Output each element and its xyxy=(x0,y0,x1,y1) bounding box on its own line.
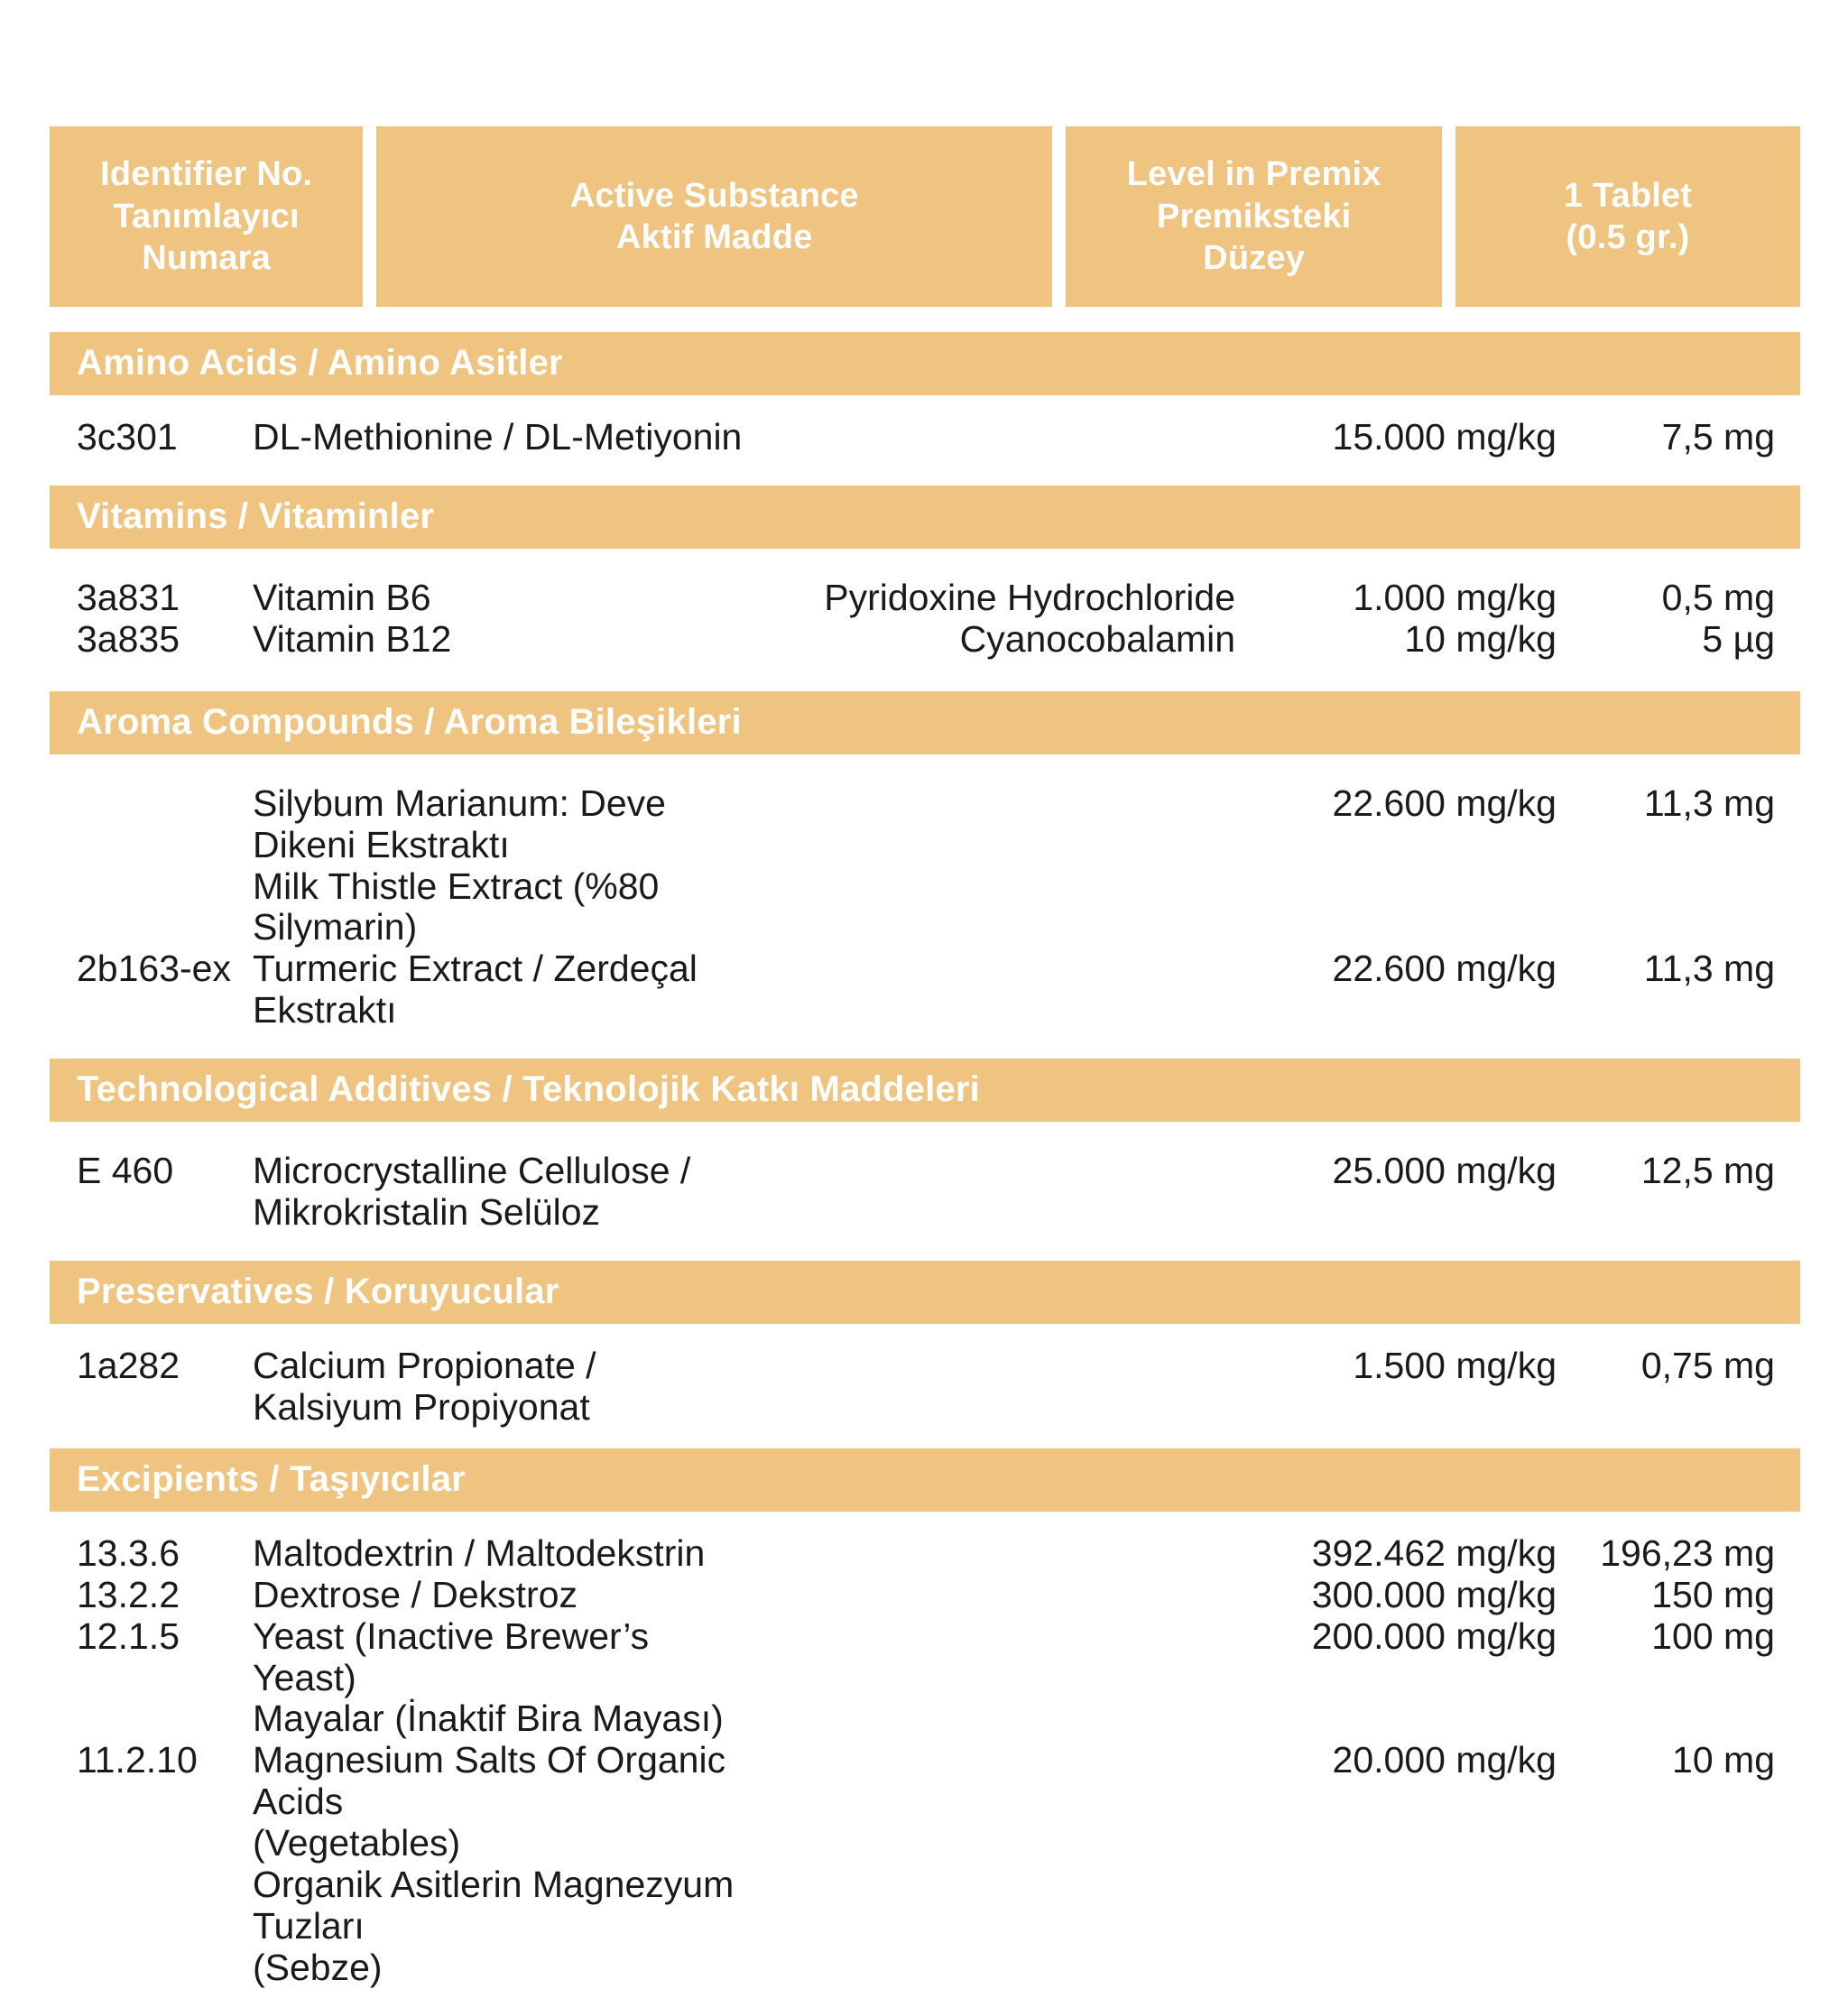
section-rows-amino-acids xyxy=(50,417,1800,458)
section-rows-vitamins xyxy=(50,578,1800,661)
spacer xyxy=(50,397,1800,417)
cell-level-in-premix: 200.000 mg/kg xyxy=(1311,1614,1557,1657)
cell-chemical-name: Cyanocobalamin xyxy=(959,617,1235,660)
cell-per-tablet: 196,23 mg xyxy=(1600,1531,1775,1574)
spacer xyxy=(50,661,1800,691)
cell-substance-name-line2: Mayalar (İnaktif Bira Mayası) xyxy=(253,1698,724,1740)
cell-level-in-premix: 300.000 mg/kg xyxy=(1311,1573,1557,1615)
ingredient-table-body xyxy=(50,332,1800,1989)
cell-per-tablet: 7,5 mg xyxy=(1661,416,1775,458)
column-header-identifier xyxy=(50,126,363,307)
column-header-level-line3: Düzey xyxy=(1203,239,1306,278)
table-row xyxy=(50,1740,1800,1988)
cell-identifier: E 460 xyxy=(77,1150,174,1192)
cell-per-tablet: 11,3 mg xyxy=(1643,948,1775,990)
cell-substance-name: Maltodextrin / Maltodekstrin xyxy=(253,1531,706,1574)
cell-per-tablet: 100 mg xyxy=(1651,1614,1775,1657)
cell-per-tablet: 12,5 mg xyxy=(1640,1150,1775,1192)
cell-substance-name-line3: Organik Asitlerin Magnezyum Tuzları xyxy=(253,1864,735,1947)
section-amino-acids xyxy=(50,332,1800,486)
column-header-active-substance xyxy=(376,126,1052,307)
cell-identifier: 1a282 xyxy=(77,1344,180,1386)
cell-level-in-premix: 25.000 mg/kg xyxy=(1332,1150,1557,1192)
cell-substance-name-line2: Milk Thistle Extract (%80 Silymarin) xyxy=(253,865,660,948)
section-aroma-compounds xyxy=(50,691,1800,1059)
table-row xyxy=(50,619,1800,661)
section-rows-technological-additives xyxy=(50,1151,1800,1234)
cell-identifier: 13.3.6 xyxy=(77,1531,180,1574)
cell-per-tablet: 5 µg xyxy=(1702,617,1775,660)
cell-substance-name-line1: Silybum Marianum: Deve Dikeni Ekstraktı xyxy=(253,782,666,865)
cell-identifier: 3a831 xyxy=(77,576,180,618)
cell-substance-name-line1: Magnesium Salts Of Organic Acids xyxy=(253,1739,726,1823)
section-band-vitamins: Vitamins / Vitaminler xyxy=(50,486,1800,549)
spacer xyxy=(50,1429,1800,1448)
cell-substance-name-line1: Yeast (Inactive Brewer’s Yeast) xyxy=(253,1614,650,1698)
column-header-identifier-line1: Identifier No. xyxy=(100,155,313,194)
section-excipients xyxy=(50,1448,1800,1989)
cell-level-in-premix: 1.000 mg/kg xyxy=(1353,576,1557,618)
spacer xyxy=(50,1124,1800,1151)
section-rows-aroma-compounds xyxy=(50,783,1800,1032)
spacer xyxy=(50,1032,1800,1059)
table-row xyxy=(50,1533,1800,1575)
spacer xyxy=(50,1326,1800,1346)
cell-per-tablet: 10 mg xyxy=(1672,1739,1775,1781)
cell-substance-name: Vitamin B6 xyxy=(253,576,431,618)
column-header-active-substance-line1: Active Substance xyxy=(569,176,859,215)
cell-per-tablet: 11,3 mg xyxy=(1643,782,1775,824)
cell-per-tablet: 0,75 mg xyxy=(1640,1344,1775,1386)
cell-substance-name xyxy=(253,783,762,949)
spacer xyxy=(50,1513,1800,1533)
table-row xyxy=(50,1616,1800,1741)
section-technological-additives xyxy=(50,1059,1800,1261)
cell-substance-name-line2: (Vegetables) xyxy=(253,1822,461,1864)
cell-level-in-premix: 20.000 mg/kg xyxy=(1332,1739,1557,1781)
cell-identifier: 3a835 xyxy=(77,617,180,660)
section-rows-excipients xyxy=(50,1533,1800,1989)
cell-per-tablet: 0,5 mg xyxy=(1661,576,1775,618)
table-row xyxy=(50,417,1800,458)
cell-identifier: 12.1.5 xyxy=(77,1614,180,1657)
cell-substance-name: Turmeric Extract / Zerdeçal Ekstraktı xyxy=(253,948,698,1032)
section-vitamins xyxy=(50,486,1800,691)
column-header-level-line2: Premiksteki xyxy=(1156,197,1352,236)
cell-substance-name xyxy=(253,1740,762,1988)
spacer xyxy=(50,550,1800,578)
section-band-amino-acids: Amino Acids / Amino Asitler xyxy=(50,332,1800,395)
section-band-preservatives: Preservatives / Koruyucular xyxy=(50,1261,1800,1324)
cell-substance-name xyxy=(253,1616,762,1741)
column-header-tablet-line2: (0.5 gr.) xyxy=(1566,218,1690,256)
section-band-excipients: Excipients / Taşıyıcılar xyxy=(50,1448,1800,1512)
cell-substance-name-line2: Mikrokristalin Selüloz xyxy=(253,1191,601,1234)
table-row xyxy=(50,1346,1800,1429)
cell-level-in-premix: 15.000 mg/kg xyxy=(1332,416,1557,458)
table-header-row xyxy=(50,126,1800,307)
cell-level-in-premix: 22.600 mg/kg xyxy=(1332,782,1557,824)
cell-substance-name xyxy=(253,1151,762,1234)
column-header-identifier-line2: Tanımlayıcı xyxy=(113,197,300,236)
cell-identifier: 11.2.10 xyxy=(77,1739,198,1781)
spacer xyxy=(50,1234,1800,1261)
table-row xyxy=(50,948,1800,1032)
cell-level-in-premix: 1.500 mg/kg xyxy=(1353,1344,1557,1386)
cell-per-tablet: 150 mg xyxy=(1651,1573,1775,1615)
cell-level-in-premix: 22.600 mg/kg xyxy=(1332,948,1557,990)
column-header-active-substance-line2: Aktif Madde xyxy=(616,218,813,256)
section-rows-preservatives xyxy=(50,1346,1800,1429)
cell-level-in-premix: 10 mg/kg xyxy=(1404,617,1557,660)
cell-substance-name: Dextrose / Dekstroz xyxy=(253,1573,578,1615)
column-header-identifier-line3: Numara xyxy=(142,239,271,278)
section-band-technological-additives: Technological Additives / Teknolojik Katkı Maddeleri xyxy=(50,1059,1800,1122)
cell-identifier: 2b163-ex xyxy=(77,948,231,990)
cell-substance-name: Vitamin B12 xyxy=(253,617,452,660)
section-band-aroma-compounds: Aroma Compounds / Aroma Bileşikleri xyxy=(50,691,1800,754)
section-preservatives xyxy=(50,1261,1800,1448)
cell-substance-name: DL-Methionine / DL-Metiyonin xyxy=(253,416,743,458)
table-row xyxy=(50,578,1800,619)
cell-chemical-name: Pyridoxine Hydrochloride xyxy=(824,576,1235,618)
cell-identifier: 13.2.2 xyxy=(77,1573,180,1615)
column-header-level-in-premix xyxy=(1066,126,1442,307)
table-row xyxy=(50,1151,1800,1234)
cell-substance-name: Calcium Propionate / Kalsiyum Propiyonat xyxy=(253,1344,596,1428)
cell-substance-name-line1: Microcrystalline Cellulose / xyxy=(253,1150,691,1192)
table-row xyxy=(50,783,1800,949)
column-header-tablet-line1: 1 Tablet xyxy=(1563,176,1693,215)
cell-identifier: 3c301 xyxy=(77,416,178,458)
cell-substance-name-line4: (Sebze) xyxy=(253,1946,383,1988)
column-header-one-tablet xyxy=(1455,126,1800,307)
spacer xyxy=(50,756,1800,783)
column-header-level-line1: Level in Premix xyxy=(1126,155,1381,194)
spacer xyxy=(50,458,1800,486)
cell-level-in-premix: 392.462 mg/kg xyxy=(1311,1531,1557,1574)
table-row xyxy=(50,1575,1800,1616)
